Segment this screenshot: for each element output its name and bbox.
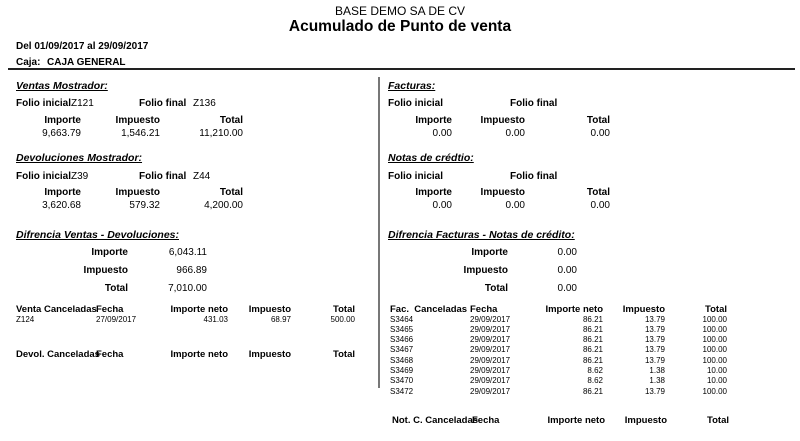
table-row	[390, 356, 728, 366]
impuesto-value: 579.32	[129, 200, 160, 211]
table-cell: 29/09/2017	[470, 345, 511, 355]
table-cell: 29/09/2017	[470, 365, 511, 375]
importe-header: Importe	[44, 115, 81, 126]
table-cell: S3469	[390, 365, 414, 375]
importe-header: Importe	[415, 115, 452, 126]
col-header: Fecha	[470, 304, 498, 315]
table-cell: 1.38	[649, 365, 665, 375]
col-header: Not. C. Canceladas	[392, 415, 479, 426]
impuesto-label: Impuesto	[463, 265, 508, 276]
folio-inicial-value: Z39	[71, 171, 89, 182]
section-title: Facturas:	[388, 80, 436, 92]
table-row	[390, 366, 728, 376]
table-cell: 100.00	[702, 314, 727, 324]
total-header: Total	[586, 115, 610, 126]
table-cell: 86.21	[582, 335, 603, 345]
importe-label: Importe	[91, 247, 128, 258]
folio-final-label: Folio final	[139, 171, 187, 182]
folio-final-label: Folio final	[139, 98, 187, 109]
report-title: Acumulado de Punto de venta	[288, 18, 512, 35]
company-name: BASE DEMO SA DE CV	[334, 4, 466, 18]
folio-inicial-label: Folio inicial	[388, 171, 444, 182]
table-cell: S3468	[390, 355, 414, 365]
table-row	[390, 345, 728, 355]
table-cell: 8.62	[587, 376, 603, 386]
col-header: Venta Canceladas	[16, 304, 97, 315]
date-range: Del 01/09/2017 al 29/09/2017	[16, 41, 149, 52]
col-header: Impuesto	[624, 415, 667, 426]
col-header: Total	[705, 304, 727, 315]
table-cell: 13.79	[644, 345, 665, 355]
table-cell: 500.00	[330, 314, 355, 324]
folio-final-value: Z136	[193, 98, 216, 109]
importe-label: Importe	[471, 247, 508, 258]
col-header: Impuesto	[248, 304, 291, 315]
total-value: 0.00	[590, 200, 610, 211]
impuesto-header: Impuesto	[480, 187, 525, 198]
importe-header: Importe	[415, 187, 452, 198]
total-label: Total	[104, 283, 128, 294]
table-cell: 13.79	[644, 314, 665, 324]
table-cell: 29/09/2017	[470, 324, 511, 334]
impuesto-header: Impuesto	[115, 187, 160, 198]
table-cell: S3472	[390, 386, 414, 396]
section-title: Devoluciones Mostrador:	[16, 152, 143, 164]
table-cell: 13.79	[644, 386, 665, 396]
table-cell: Z124	[16, 314, 35, 324]
impuesto-value: 0.00	[505, 200, 525, 211]
caja-value: CAJA GENERAL	[47, 57, 126, 68]
table-cell: 68.97	[270, 314, 291, 324]
col-header: Importe neto	[170, 349, 228, 360]
table-cell: S3464	[390, 314, 414, 324]
col-header: Fecha	[96, 349, 124, 360]
table-cell: 13.79	[644, 324, 665, 334]
table-fac-canceladas	[390, 304, 728, 397]
folio-final-label: Folio final	[510, 98, 558, 109]
table-cell: 100.00	[702, 335, 727, 345]
caja-label: Caja:	[16, 57, 41, 68]
total-value: 7,010.00	[168, 283, 207, 294]
table-row	[390, 325, 728, 335]
table-cell: 10.00	[706, 365, 727, 375]
importe-value: 0.00	[432, 128, 452, 139]
table-cell: 86.21	[582, 386, 603, 396]
table-cell: 29/09/2017	[470, 355, 511, 365]
table-devol-canceladas	[16, 349, 356, 360]
importe-value: 9,663.79	[42, 128, 81, 139]
table-body	[16, 315, 356, 325]
col-header: Total	[707, 415, 729, 426]
table-header-row	[390, 304, 728, 315]
table-cell: 86.21	[582, 314, 603, 324]
col-header: Impuesto	[622, 304, 665, 315]
impuesto-value: 966.89	[176, 265, 207, 276]
table-cell: 8.62	[587, 365, 603, 375]
table-cell: 100.00	[702, 355, 727, 365]
table-cell: 10.00	[706, 376, 727, 386]
table-row	[390, 376, 728, 386]
table-cell: S3470	[390, 376, 414, 386]
table-cell: 29/09/2017	[470, 335, 511, 345]
table-cell: 86.21	[582, 324, 603, 334]
impuesto-value: 0.00	[505, 128, 525, 139]
section-title: Ventas Mostrador:	[16, 80, 108, 92]
importe-value: 0.00	[557, 247, 577, 258]
table-header-row	[392, 415, 730, 426]
table-body	[390, 315, 728, 397]
total-header: Total	[219, 115, 243, 126]
table-venta-canceladas	[16, 304, 356, 325]
total-label: Total	[484, 283, 508, 294]
table-cell: 13.79	[644, 335, 665, 345]
table-cell: 431.03	[203, 314, 228, 324]
impuesto-value: 1,546.21	[121, 128, 160, 139]
column-divider	[378, 77, 380, 388]
col-header: Fac. Canceladas	[390, 304, 468, 315]
folio-final-value: Z44	[193, 171, 211, 182]
col-header: Importe neto	[545, 304, 603, 315]
table-row	[16, 315, 356, 325]
table-row	[390, 387, 728, 397]
table-cell: S3467	[390, 345, 414, 355]
table-row	[390, 335, 728, 345]
table-cell: S3466	[390, 335, 414, 345]
table-cell: 27/09/2017	[96, 314, 137, 324]
total-header: Total	[586, 187, 610, 198]
importe-value: 3,620.68	[42, 200, 81, 211]
total-value: 4,200.00	[204, 200, 243, 211]
table-header-row	[16, 304, 356, 315]
table-cell: 29/09/2017	[470, 386, 511, 396]
impuesto-header: Impuesto	[480, 115, 525, 126]
table-cell: 29/09/2017	[470, 314, 511, 324]
importe-value: 0.00	[432, 200, 452, 211]
table-cell: 1.38	[649, 376, 665, 386]
table-cell: 29/09/2017	[470, 376, 511, 386]
section-title: Difrencia Facturas - Notas de crédito:	[388, 229, 575, 241]
col-header: Fecha	[96, 304, 124, 315]
folio-inicial-label: Folio inicial	[16, 98, 72, 109]
header-rule	[8, 68, 795, 70]
table-cell: 86.21	[582, 345, 603, 355]
col-header: Total	[333, 349, 355, 360]
total-header: Total	[219, 187, 243, 198]
col-header: Impuesto	[248, 349, 291, 360]
col-header: Total	[333, 304, 355, 315]
table-cell: 13.79	[644, 355, 665, 365]
section-title: Notas de crédtio:	[388, 152, 474, 164]
col-header: Importe neto	[547, 415, 605, 426]
impuesto-value: 0.00	[557, 265, 577, 276]
table-cell: 100.00	[702, 345, 727, 355]
impuesto-header: Impuesto	[115, 115, 160, 126]
section-title: Difrencia Ventas - Devoluciones:	[16, 229, 179, 241]
table-cell: S3465	[390, 324, 414, 334]
impuesto-label: Impuesto	[83, 265, 128, 276]
folio-inicial-label: Folio inicial	[388, 98, 444, 109]
folio-inicial-label: Folio inicial	[16, 171, 72, 182]
total-value: 11,210.00	[199, 128, 243, 139]
total-value: 0.00	[557, 283, 577, 294]
table-not-c-canceladas	[392, 415, 730, 426]
total-value: 0.00	[590, 128, 610, 139]
importe-value: 6,043.11	[168, 247, 207, 258]
folio-inicial-value: Z121	[71, 98, 94, 109]
folio-final-label: Folio final	[510, 171, 558, 182]
importe-header: Importe	[44, 187, 81, 198]
table-cell: 86.21	[582, 355, 603, 365]
col-header: Fecha	[472, 415, 500, 426]
col-header: Importe neto	[170, 304, 228, 315]
table-cell: 100.00	[702, 324, 727, 334]
table-header-row	[16, 349, 356, 360]
col-header: Devol. Canceladas	[16, 349, 100, 360]
table-row	[390, 315, 728, 325]
table-cell: 100.00	[702, 386, 727, 396]
